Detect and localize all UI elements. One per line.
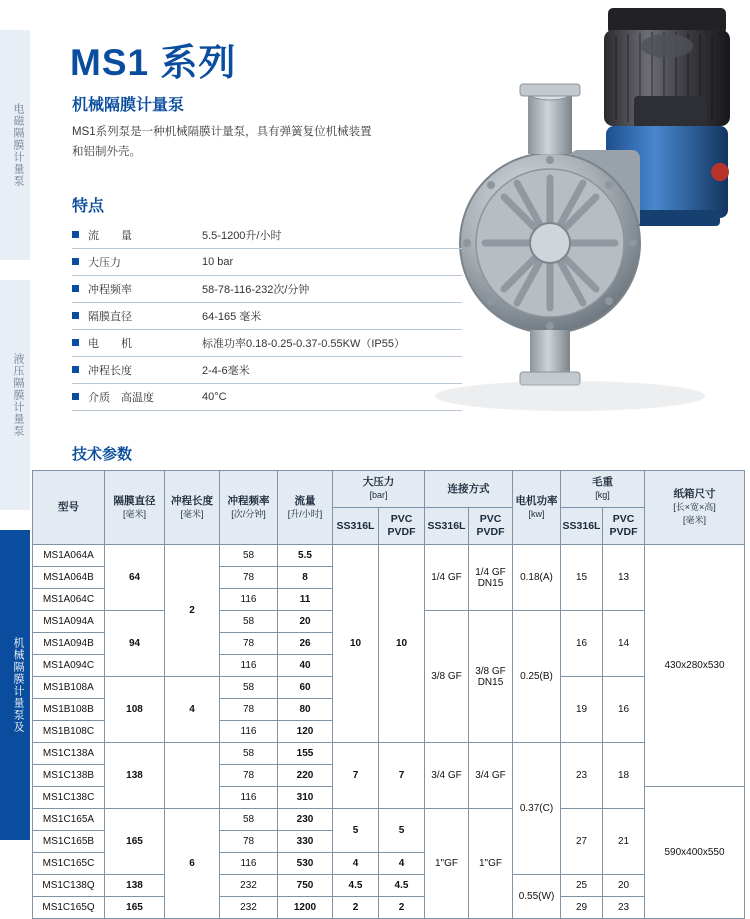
cell-weight-ss: 29: [561, 897, 603, 919]
cell-flow: 20: [278, 611, 333, 633]
cell-carton: 430x280x530: [645, 545, 745, 787]
cell-weight-pvc: 18: [603, 743, 645, 809]
side-tab-rail: [0, 0, 30, 869]
col-stroke-frequency-label: 冲程频率: [227, 494, 270, 507]
col-connection-ss: SS316L: [425, 508, 469, 545]
col-pressure-ss: SS316L: [333, 508, 379, 545]
cell-model: MS1B108A: [33, 677, 105, 699]
sidebar-tab-hydraulic[interactable]: [0, 280, 30, 510]
feature-key-cell: [72, 249, 202, 276]
square-bullet-icon: [72, 312, 79, 319]
cell-weight-ss: 23: [561, 743, 603, 809]
sidebar-tab-label: 液压隔膜计量泵: [12, 353, 24, 437]
cell-flow: 330: [278, 831, 333, 853]
cell-model: MS1C165B: [33, 831, 105, 853]
cell-stroke-length: 4: [165, 677, 220, 743]
cell-connection-pvc: 3/8 GF DN15: [469, 611, 513, 743]
cell-weight-pvc: 16: [603, 677, 645, 743]
cell-model: MS1C138C: [33, 787, 105, 809]
cell-model: MS1A094C: [33, 655, 105, 677]
cell-connection-ss: 3/4 GF: [425, 743, 469, 809]
cell-flow: 220: [278, 765, 333, 787]
cell-stroke-frequency: 78: [220, 633, 278, 655]
cell-motor-power: 0.25(B): [513, 611, 561, 743]
cell-stroke-frequency: 232: [220, 875, 278, 897]
cell-model: MS1C138Q: [33, 875, 105, 897]
square-bullet-icon: [72, 231, 79, 238]
col-flow-label: 流量: [294, 494, 316, 507]
cell-stroke-frequency: 232: [220, 897, 278, 919]
product-description: MS1系列泵是一种机械隔膜计量泵，具有弹簧复位机械装置和铝制外壳。: [72, 126, 372, 158]
table-row: [33, 809, 745, 831]
cell-connection-ss: 3/8 GF: [425, 611, 469, 743]
cell-weight-pvc: 13: [603, 545, 645, 611]
cell-pressure-ss: 10: [333, 545, 379, 743]
square-bullet-icon: [72, 339, 79, 346]
square-bullet-icon: [72, 258, 79, 265]
cell-connection-pvc: 1"GF: [469, 809, 513, 919]
col-pressure-group: [333, 471, 425, 508]
feature-key: 冲程频率: [88, 284, 132, 296]
cell-stroke-frequency: 78: [220, 567, 278, 589]
cell-pressure-ss: 5: [333, 809, 379, 853]
col-stroke-frequency: [220, 471, 278, 545]
feature-value: 58-78-116-232次/分钟: [202, 276, 462, 303]
col-weight-ss: SS316L: [561, 508, 603, 545]
col-weight-unit: [kg]: [595, 490, 610, 500]
cell-weight-pvc: 21: [603, 809, 645, 875]
col-diaphragm-label: 隔膜直径: [113, 494, 156, 507]
cell-flow: 310: [278, 787, 333, 809]
feature-key: 隔膜直径: [88, 311, 132, 323]
table-row: [72, 384, 462, 411]
cell-flow: 750: [278, 875, 333, 897]
feature-key-cell: [72, 357, 202, 384]
feature-key-cell: [72, 384, 202, 411]
hero-section: [30, 0, 750, 425]
sidebar-tab-label: 电磁隔膜计量泵: [12, 103, 24, 187]
cell-flow: 11: [278, 589, 333, 611]
cell-stroke-frequency: 116: [220, 655, 278, 677]
page-title: MS1 系列: [70, 42, 237, 83]
square-bullet-icon: [72, 366, 79, 373]
col-stroke-length-label: 冲程长度: [171, 494, 213, 507]
cell-flow: 1200: [278, 897, 333, 919]
cell-stroke-frequency: 116: [220, 787, 278, 809]
feature-value: 5.5-1200升/小时: [202, 222, 462, 249]
cell-stroke-frequency: 58: [220, 743, 278, 765]
cell-flow: 60: [278, 677, 333, 699]
feature-value: 64-165 毫米: [202, 303, 462, 330]
col-pressure-pvc: PVC PVDF: [379, 508, 425, 545]
cell-flow: 530: [278, 853, 333, 875]
feature-key-cell: [72, 276, 202, 303]
col-diaphragm-unit: [毫米]: [122, 508, 146, 519]
cell-weight-pvc: 20: [603, 875, 645, 897]
col-diaphragm: [105, 471, 165, 545]
cell-diaphragm: 165: [105, 897, 165, 919]
square-bullet-icon: [72, 393, 79, 400]
feature-key-cell: [72, 222, 202, 249]
cell-model: MS1C165A: [33, 809, 105, 831]
cell-flow: 5.5: [278, 545, 333, 567]
cell-model: MS1B108C: [33, 721, 105, 743]
cell-model: MS1A064B: [33, 567, 105, 589]
cell-stroke-frequency: 116: [220, 721, 278, 743]
col-carton: [645, 471, 745, 545]
cell-diaphragm: 138: [105, 743, 165, 809]
col-connection-group: 连接方式: [425, 471, 513, 508]
sidebar-tab-mechanical[interactable]: [0, 530, 30, 840]
col-flow-unit: [升/小时]: [287, 508, 323, 519]
cell-weight-ss: 25: [561, 875, 603, 897]
cell-diaphragm: 165: [105, 809, 165, 875]
cell-pressure-pvc: 4.5: [379, 875, 425, 897]
cell-model: MS1A094A: [33, 611, 105, 633]
cell-pressure-pvc: 5: [379, 809, 425, 853]
cell-model: MS1B108B: [33, 699, 105, 721]
cell-stroke-frequency: 116: [220, 853, 278, 875]
table-row: [33, 545, 745, 567]
feature-value: 标准功率0.18-0.25-0.37-0.55KW（IP55）: [202, 330, 462, 357]
table-row: [72, 249, 462, 276]
col-stroke-length: [165, 471, 220, 545]
cell-stroke-frequency: 58: [220, 809, 278, 831]
features-table: [72, 222, 462, 411]
cell-connection-ss: 1"GF: [425, 809, 469, 919]
table-row: [33, 897, 745, 919]
cell-flow: 80: [278, 699, 333, 721]
cell-model: MS1C138A: [33, 743, 105, 765]
col-pressure-unit: [bar]: [369, 490, 388, 500]
table-row: [72, 276, 462, 303]
col-stroke-length-unit: [毫米]: [180, 508, 204, 519]
sidebar-tab-label: 机械隔膜计量泵及: [12, 637, 24, 733]
sidebar-tab-solenoid[interactable]: [0, 30, 30, 260]
feature-key: 电 机: [88, 338, 132, 350]
cell-pressure-pvc: 7: [379, 743, 425, 809]
col-model: 型号: [33, 471, 105, 545]
cell-flow: 120: [278, 721, 333, 743]
cell-pressure-pvc: 2: [379, 897, 425, 919]
cell-stroke-frequency: 58: [220, 611, 278, 633]
cell-pressure-ss: 7: [333, 743, 379, 809]
cell-pressure-pvc: 4: [379, 853, 425, 875]
table-row: [72, 303, 462, 330]
col-stroke-frequency-unit: [次/分钟]: [231, 508, 266, 519]
cell-weight-ss: 19: [561, 677, 603, 743]
cell-model: MS1C138B: [33, 765, 105, 787]
cell-motor-power: 0.18(A): [513, 545, 561, 611]
cell-weight-ss: 16: [561, 611, 603, 677]
cell-stroke-length: 2: [165, 545, 220, 677]
cell-motor-power: 0.55(W): [513, 875, 561, 919]
cell-diaphragm: 94: [105, 611, 165, 677]
cell-flow: 40: [278, 655, 333, 677]
col-flow: [278, 471, 333, 545]
col-carton-unit1: [长×宽×高]: [673, 502, 716, 512]
table-row: [33, 743, 745, 765]
col-weight-group: [561, 471, 645, 508]
col-motor-power-unit: [kw]: [528, 508, 545, 519]
cell-pressure-pvc: 10: [379, 545, 425, 743]
feature-key-cell: [72, 303, 202, 330]
cell-connection-pvc: 1/4 GF DN15: [469, 545, 513, 611]
page-subtitle: 机械隔膜计量泵: [72, 97, 185, 114]
col-weight-label: 毛重: [592, 476, 613, 488]
cell-flow: 230: [278, 809, 333, 831]
table-row: [72, 330, 462, 357]
cell-flow: 8: [278, 567, 333, 589]
table-row: [72, 357, 462, 384]
cell-diaphragm: 64: [105, 545, 165, 611]
cell-stroke-frequency: 58: [220, 677, 278, 699]
cell-motor-power: 0.37(C): [513, 743, 561, 875]
feature-key: 大压力: [88, 257, 121, 269]
feature-key: 介质 高温度: [88, 392, 154, 404]
cell-diaphragm: 108: [105, 677, 165, 743]
col-carton-label: 纸箱尺寸: [673, 488, 716, 500]
feature-key-cell: [72, 330, 202, 357]
feature-key: 流 量: [88, 230, 132, 242]
cell-stroke-frequency: 78: [220, 831, 278, 853]
cell-stroke-length: 6: [165, 809, 220, 919]
col-motor-power: [513, 471, 561, 545]
cell-weight-pvc: 14: [603, 611, 645, 677]
cell-weight-pvc: 23: [603, 897, 645, 919]
cell-model: MS1A064C: [33, 589, 105, 611]
feature-value: 2-4-6毫米: [202, 357, 462, 384]
cell-stroke-frequency: 58: [220, 545, 278, 567]
cell-model: MS1A094B: [33, 633, 105, 655]
cell-model: MS1C165C: [33, 853, 105, 875]
cell-flow: 26: [278, 633, 333, 655]
cell-stroke-frequency: 116: [220, 589, 278, 611]
cell-pressure-ss: 4.5: [333, 875, 379, 897]
cell-stroke-frequency: 78: [220, 699, 278, 721]
cell-pressure-ss: 4: [333, 853, 379, 875]
feature-value: 10 bar: [202, 249, 462, 276]
cell-stroke-length: [165, 743, 220, 809]
square-bullet-icon: [72, 285, 79, 292]
spec-heading: 技术参数: [72, 446, 133, 463]
feature-value: 40°C: [202, 384, 462, 411]
features-heading: 特点: [72, 198, 105, 215]
cell-pressure-ss: 2: [333, 897, 379, 919]
cell-model: MS1A064A: [33, 545, 105, 567]
col-pressure-label: 大压力: [362, 476, 395, 488]
col-weight-pvc: PVC PVDF: [603, 508, 645, 545]
cell-diaphragm: 138: [105, 875, 165, 897]
table-row: [33, 875, 745, 897]
cell-model: MS1C165Q: [33, 897, 105, 919]
cell-weight-ss: 15: [561, 545, 603, 611]
cell-stroke-frequency: 78: [220, 765, 278, 787]
cell-connection-ss: 1/4 GF: [425, 545, 469, 611]
feature-key: 冲程长度: [88, 365, 132, 377]
pump-product-image: [420, 0, 750, 420]
cell-connection-pvc: 3/4 GF: [469, 743, 513, 809]
specifications-table: [32, 470, 745, 919]
table-row: [72, 222, 462, 249]
cell-weight-ss: 27: [561, 809, 603, 875]
cell-flow: 155: [278, 743, 333, 765]
col-connection-pvc: PVC PVDF: [469, 508, 513, 545]
cell-carton: 590x400x550: [645, 787, 745, 919]
col-motor-power-label: 电机功率: [515, 494, 558, 507]
col-carton-unit2: [毫米]: [682, 515, 706, 525]
